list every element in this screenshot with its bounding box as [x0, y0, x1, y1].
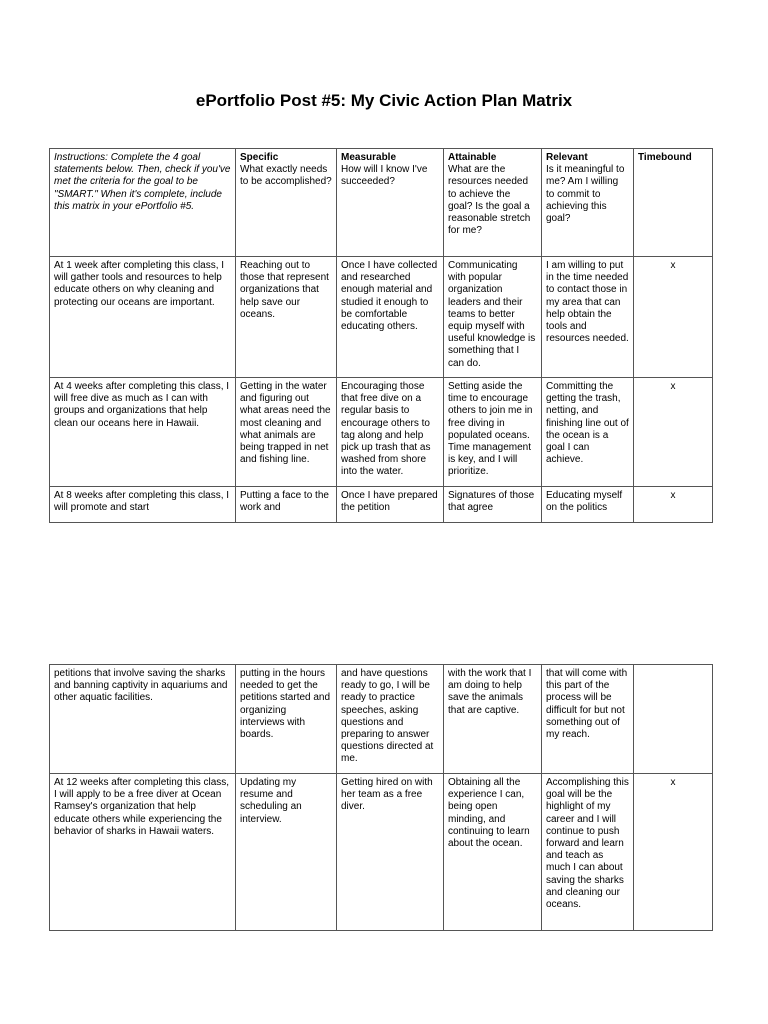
timebound-mark: x: [634, 257, 713, 378]
attainable-cell: Obtaining all the experience I can, being open minding, and continuing to learn about the ocean.: [444, 774, 542, 931]
measurable-cell: Once I have collected and researched enough material and studied it enough to be comfortable educating others.: [337, 257, 444, 378]
specific-cell: putting in the hours needed to get the petitions started and organizing interviews with boards.: [236, 665, 337, 774]
specific-description: What exactly needs to be accomplished?: [240, 164, 332, 188]
goal-cell: At 1 week after completing this class, I will gather tools and resources to help educate others on why cleaning and protecting our oceans are important.: [50, 257, 236, 378]
specific-header: Specific: [240, 152, 279, 163]
measurable-header-cell: [337, 149, 444, 257]
timebound-mark: x: [634, 774, 713, 931]
measurable-cell: Getting hired on with her team as a free diver.: [337, 774, 444, 931]
attainable-cell: with the work that I am doing to help save the animals that are captive.: [444, 665, 542, 774]
specific-header-cell: [236, 149, 337, 257]
table-row: [50, 774, 713, 931]
relevant-header: Relevant: [546, 152, 588, 163]
goal-cell: petitions that involve saving the sharks and banning captivity in aquariums and other aquatic facilities.: [50, 665, 236, 774]
goal-cell: At 12 weeks after completing this class, I will apply to be a free diver at Ocean Ramsey's organization that help educate others while experiencing the behavior of sharks in Hawaii waters.: [50, 774, 236, 931]
relevant-description: Is it meaningful to me? Am I willing to commit to achieving this goal?: [546, 164, 625, 225]
attainable-description: What are the resources needed to achieve the goal? Is the goal a reasonable stretch for me?: [448, 164, 531, 237]
civic-action-matrix: [49, 148, 713, 523]
relevant-cell: Committing the getting the trash, netting, and finishing line out of the ocean is a goal I can achieve.: [542, 378, 634, 487]
relevant-cell: Accomplishing this goal will be the highlight of my career and I will continue to push forward and learn and teach as much I can about saving the sharks and cleaning our oceans.: [542, 774, 634, 931]
instructions-cell: [50, 149, 236, 257]
attainable-cell: Signatures of those that agree: [444, 487, 542, 523]
goal-cell: At 8 weeks after completing this class, I will promote and start: [50, 487, 236, 523]
timebound-header-cell: [634, 149, 713, 257]
relevant-header-cell: [542, 149, 634, 257]
measurable-cell: and have questions ready to go, I will be ready to practice speeches, asking questions and preparing to answer questions directed at me.: [337, 665, 444, 774]
specific-cell: Getting in the water and figuring out what areas need the most cleaning and what animals are being trapped in net and fishing line.: [236, 378, 337, 487]
page-title: ePortfolio Post #5: My Civic Action Plan Matrix: [195, 91, 573, 110]
timebound-mark: x: [634, 378, 713, 487]
specific-cell: Putting a face to the work and: [236, 487, 337, 523]
attainable-header-cell: [444, 149, 542, 257]
measurable-description: How will I know I've succeeded?: [341, 164, 428, 188]
table-row: [50, 487, 713, 523]
table-row: [50, 257, 713, 378]
timebound-mark: [634, 665, 713, 774]
timebound-mark: x: [634, 487, 713, 523]
measurable-cell: Once I have prepared the petition: [337, 487, 444, 523]
attainable-cell: Setting aside the time to encourage others to join me in free diving in populated oceans. Time management is key, and I will prioritize.: [444, 378, 542, 487]
table-row: [50, 665, 713, 774]
relevant-cell: I am willing to put in the time needed to contact those in my area that can help obtain the tools and resources needed.: [542, 257, 634, 378]
measurable-header: Measurable: [341, 152, 397, 163]
relevant-cell: that will come with this part of the process will be difficult for but not something out of my reach.: [542, 665, 634, 774]
instructions-text: Instructions: Complete the 4 goal statements below. Then, check if you've met the criteria for the goal to be "SMART." When it's complete, include this matrix in your ePortfolio #5.: [54, 152, 231, 212]
timebound-header: Timebound: [638, 152, 692, 163]
civic-action-matrix-continued: [49, 664, 713, 931]
goal-cell: At 4 weeks after completing this class, I will free dive as much as I can with groups and organizations that help clean our oceans here in Hawaii.: [50, 378, 236, 487]
specific-cell: Updating my resume and scheduling an interview.: [236, 774, 337, 931]
attainable-header: Attainable: [448, 152, 497, 163]
measurable-cell: Encouraging those that free dive on a regular basis to encourage others to tag along and help pick up trash that as washed from shore into the water.: [337, 378, 444, 487]
specific-cell: Reaching out to those that represent organizations that help save our oceans.: [236, 257, 337, 378]
attainable-cell: Communicating with popular organization leaders and their teams to better equip myself with useful knowledge is something that I can do.: [444, 257, 542, 378]
table-row: [50, 378, 713, 487]
header-row: [50, 149, 713, 257]
relevant-cell: Educating myself on the politics: [542, 487, 634, 523]
